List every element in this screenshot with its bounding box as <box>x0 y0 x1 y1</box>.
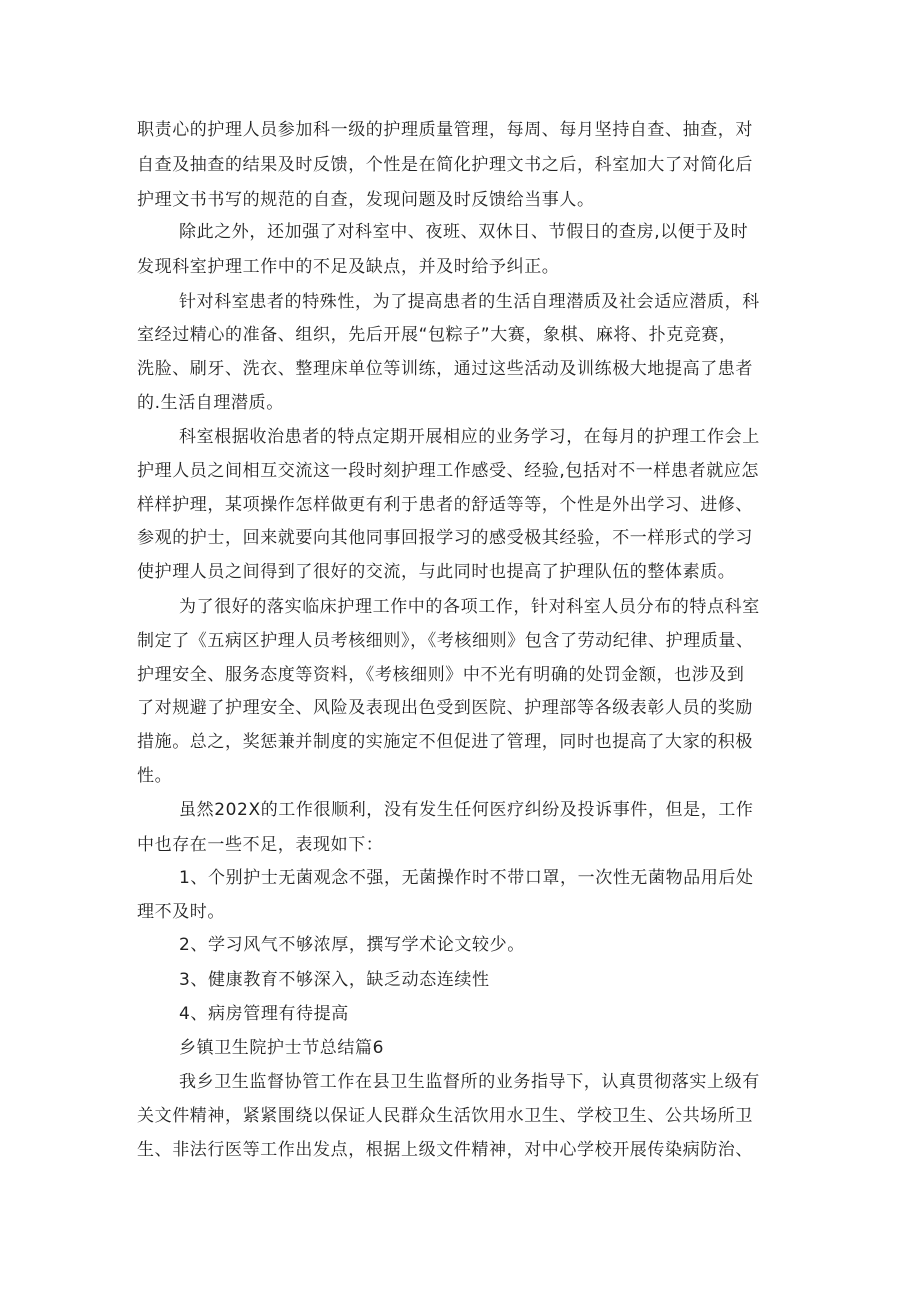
text-line: 2、学习风气不够浓厚，撰写学术论文较少。 <box>179 935 525 955</box>
text-line: 洗脸、刷牙、洗衣、整理床单位等训练，通过这些活动及训练极大地提高了患者 <box>137 359 753 379</box>
text-line: 护理文书书写的规范的自查，发现问题及时反馈给当事人。 <box>137 190 595 210</box>
text-line: 制定了《五病区护理人员考核细则》，《考核细则》包含了劳动纪律、护理质量、 <box>137 631 754 651</box>
text-line: 参观的护士，回来就要向其他同事回报学习的感受极其经验，不一样形式的学习 <box>137 528 753 548</box>
text-line: 了对规避了护理安全、风险及表现出色受到医院、护理部等各级表彰人员的奖励 <box>137 698 753 718</box>
text-line: 关文件精神，紧紧围绕以保证人民群众生活饮用水卫生、学校卫生、公共场所卫 <box>137 1106 753 1126</box>
text-line: 为了很好的落实临床护理工作中的各项工作，针对科室人员分布的特点科室 <box>179 597 760 617</box>
text-line: 性。 <box>137 766 173 786</box>
text-line: 针对科室患者的特殊性，为了提高患者的生活自理潜质及社会适应潜质，科 <box>179 292 760 312</box>
text-line: 使护理人员之间得到了很好的交流，与此同时也提高了护理队伍的整体素质。 <box>137 562 736 582</box>
text-line: 中也存在一些不足，表现如下： <box>137 835 384 855</box>
text-line: 职责心的护理人员参加科一级的护理质量管理，每周、每月坚持自查、抽查，对 <box>137 120 753 140</box>
text-line: 发现科室护理工作中的不足及缺点，并及时给予纠正。 <box>137 257 560 277</box>
text-line: 护理安全、服务态度等资料，《考核细则》中不光有明确的处罚金额，也涉及到 <box>137 665 745 685</box>
text-line: 自查及抽查的结果及时反馈，个性是在简化护理文书之后，科室加大了对简化后 <box>137 155 753 175</box>
text-line: 科室根据收治患者的特点定期开展相应的业务学习，在每月的护理工作会上 <box>179 427 760 447</box>
text-line: 措施。总之，奖惩兼并制度的实施定不但促进了管理，同时也提高了大家的积极 <box>137 732 753 752</box>
section-heading: 乡镇卫生院护士节总结篇6 <box>179 1038 385 1058</box>
text-line: 理不及时。 <box>137 902 225 922</box>
text-line: 护理人员之间相互交流这一段时刻护理工作感受、经验,包括对不一样患者就应怎 <box>137 461 760 481</box>
text-line: 1、个别护士无菌观念不强，无菌操作时不带口罩，一次性无菌物品用后处 <box>179 868 754 888</box>
text-line: 3、健康教育不够深入，缺乏动态连续性 <box>179 970 490 990</box>
text-line: 4、病房管理有待提高 <box>179 1004 349 1024</box>
text-line: 室经过精心的准备、组织，先后开展“包粽子”大赛，象棋、麻将、扑克竞赛， <box>137 325 737 345</box>
text-line: 样样护理，某项操作怎样做更有利于患者的舒适等等，个性是外出学习、进修、 <box>137 495 753 515</box>
text-line: 的.生活自理潜质。 <box>137 393 284 413</box>
text-line: 我乡卫生监督协管工作在县卫生监督所的业务指导下，认真贯彻落实上级有 <box>179 1072 760 1092</box>
text-line: 虽然202X的工作很顺利，没有发生任何医疗纠纷及投诉事件，但是，工作 <box>179 800 754 820</box>
text-line: 除此之外，还加强了对科室中、夜班、双休日、节假日的查房,以便于及时 <box>179 222 749 242</box>
text-line: 生、非法行医等工作出发点，根据上级文件精神，对中心学校开展传染病防治、 <box>137 1140 753 1160</box>
